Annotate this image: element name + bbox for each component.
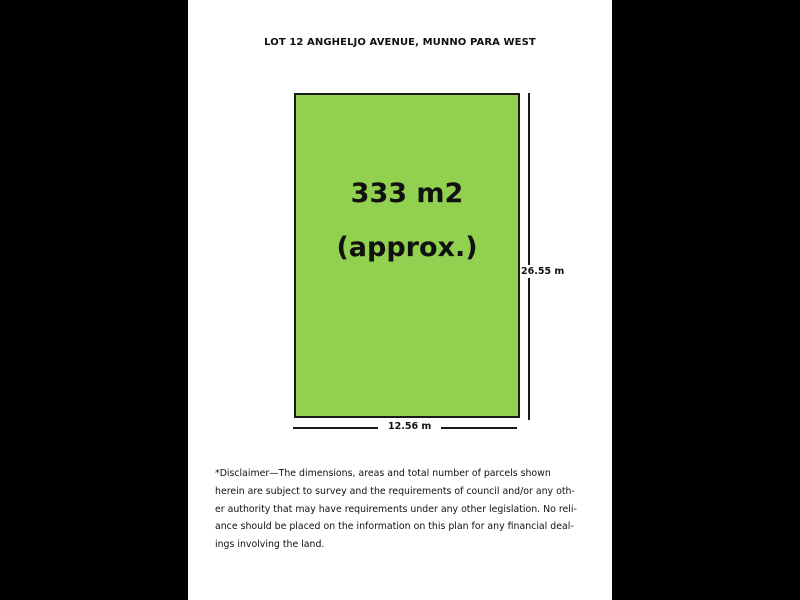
disclaimer-line: ance should be placed on the information on this plan for any financial deal- <box>215 521 574 533</box>
width-dimension-label: 12.56 m <box>378 421 441 432</box>
disclaimer-line: *Disclaimer—The dimensions, areas and total number of parcels shown <box>215 468 551 479</box>
disclaimer-line: ings involving the land. <box>215 539 325 551</box>
depth-dimension-line <box>528 93 530 420</box>
site-plan-page <box>188 0 612 600</box>
lot-area-label <box>296 167 518 275</box>
lot-parcel <box>294 93 520 418</box>
plan-title: LOT 12 ANGHELJO AVENUE, MUNNO PARA WEST <box>264 37 536 48</box>
area-qualifier: (approx.) <box>336 232 478 263</box>
disclaimer-text <box>215 465 575 554</box>
disclaimer-line: herein are subject to survey and the requirements of council and/or any oth- <box>215 485 575 497</box>
disclaimer-line: er authority that may have requirements under any other legislation. No reli- <box>215 503 577 515</box>
area-value: 333 m2 <box>350 178 464 209</box>
depth-dimension-label: 26.55 m <box>521 266 565 277</box>
